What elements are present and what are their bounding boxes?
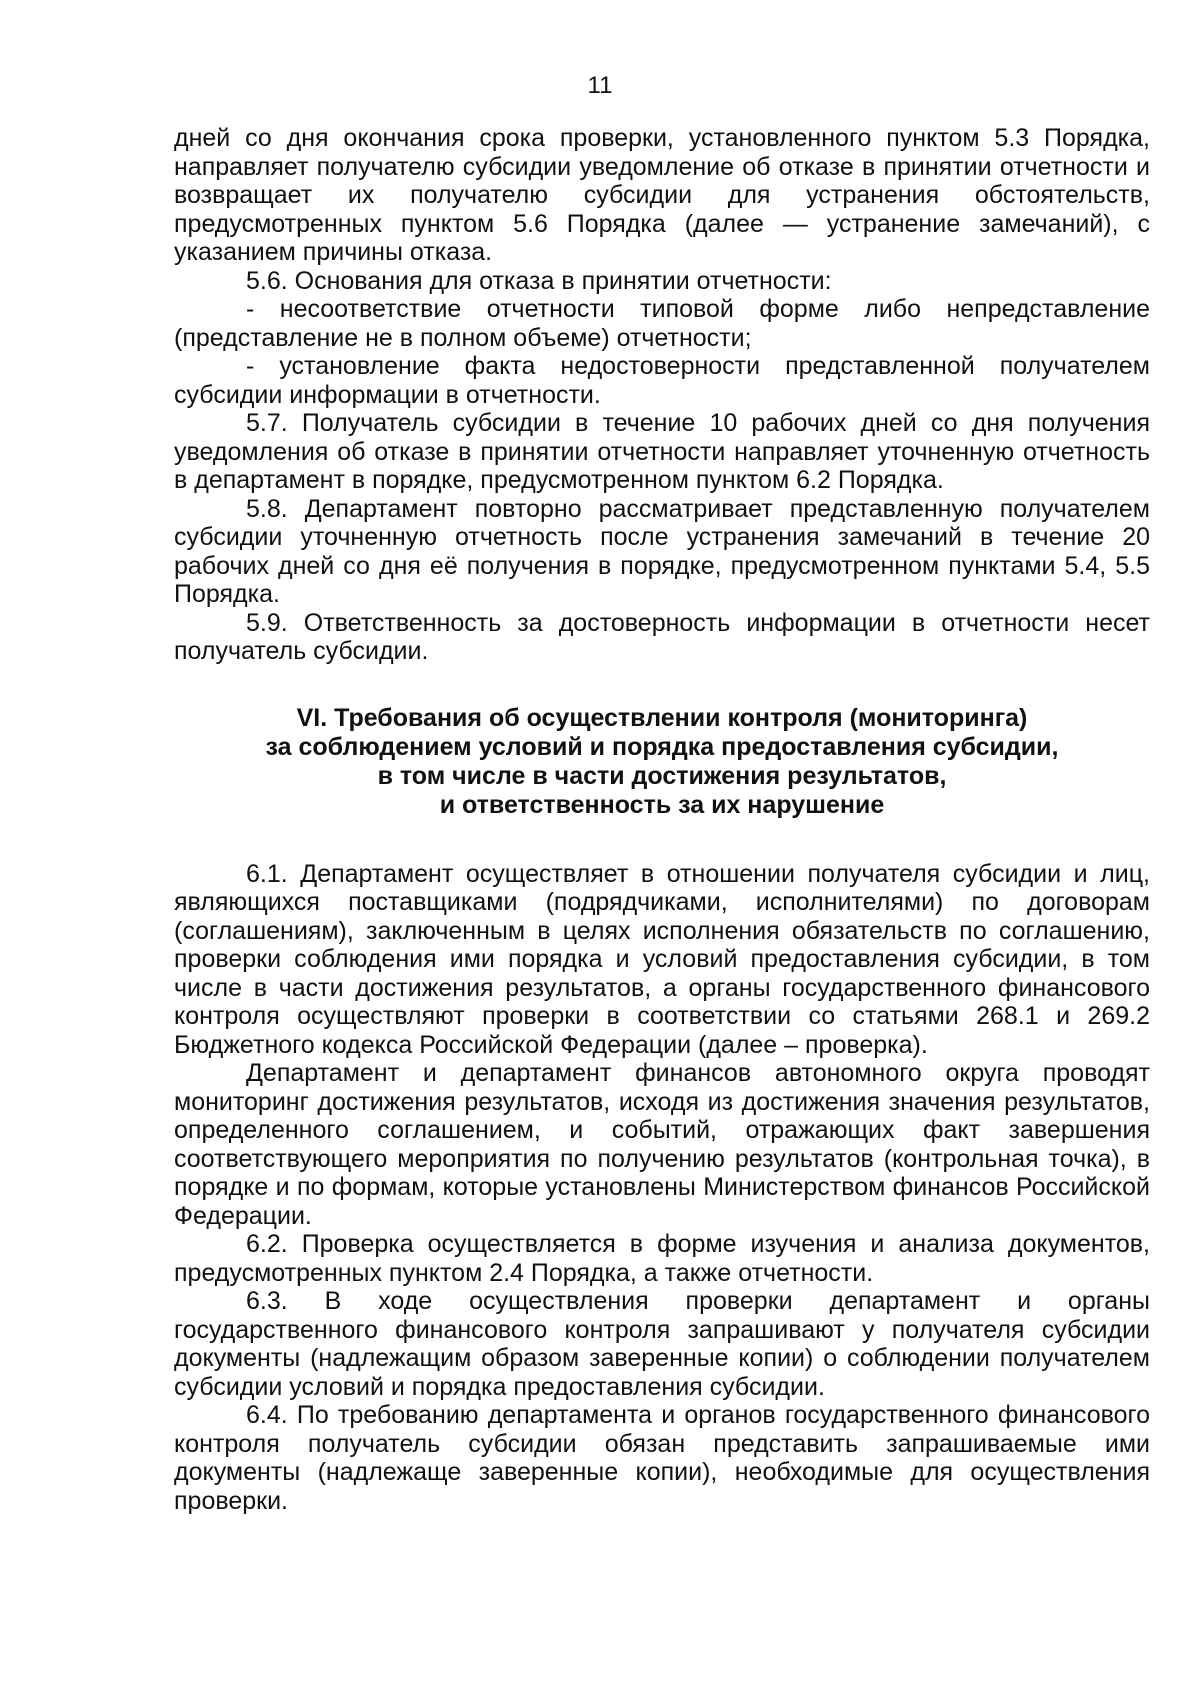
paragraph: 5.9. Ответственность за достоверность информации в отчетности несет получатель субсидии. xyxy=(174,608,1150,665)
paragraph: 5.6. Основания для отказа в принятии отчетности: xyxy=(246,266,832,295)
paragraph: дней со дня окончания срока проверки, установленного пунктом 5.3 Порядка, направляет получателю субсидии уведомление об отказе в принятии отчетности и возвращает их получателю субсидии для устранения обстоятельств, предусмотренных пунктом 5.6 Порядка (далее — устранение замечаний), с указанием причины отказа. xyxy=(174,124,1150,266)
paragraph: 6.3. В ходе осуществления проверки департамент и органы государственного финансового контроля запрашивают у получателя субсидии документы (надлежащим образом заверенные копии) о соблюдении получателем субсидии условий и порядка предоставления субсидии. xyxy=(174,1287,1150,1401)
paragraph: 5.8. Департамент повторно рассматривает представленную получателем субсидии уточненную отчетность после устранения замечаний в течение 20 рабочих дней со дня её получения в порядке, предусмотренном пунктами 5.4, 5.5 Порядка. xyxy=(174,494,1150,608)
paragraphs-after xyxy=(174,860,1150,1516)
document-body xyxy=(174,124,1150,1515)
paragraph: - несоответствие отчетности типовой форме либо непредставление (представление не в полном объеме) отчетности; xyxy=(174,295,1150,352)
section-heading-line: за соблюдением условий и порядка предоставления субсидии, xyxy=(265,732,1059,761)
section-heading-line: в том числе в части достижения результатов, xyxy=(377,761,947,790)
paragraph: 6.2. Проверка осуществляется в форме изучения и анализа документов, предусмотренных пунктом 2.4 Порядка, а также отчетности. xyxy=(174,1230,1150,1287)
page-number: 11 xyxy=(587,72,613,99)
section-heading xyxy=(174,704,1150,820)
paragraphs-before xyxy=(174,124,1150,666)
paragraph: 5.7. Получатель субсидии в течение 10 рабочих дней со дня получения уведомления об отказе в принятии отчетности направляет уточненную отчетность в департамент в порядке, предусмотренном пунктом 6.2 Порядка. xyxy=(174,409,1150,494)
paragraph: - установление факта недостоверности представленной получателем субсидии информации в отчетности. xyxy=(174,352,1150,409)
paragraph: Департамент и департамент финансов автономного округа проводят мониторинг достижения результатов, исходя из достижения значения результатов, определенного соглашением, и событий, отражающих факт завершения соответствующего мероприятия по получению результатов (контрольная точка), в порядке и по формам, которые установлены Министерством финансов Российской Федерации. xyxy=(174,1059,1150,1230)
section-heading-line: VI. Требования об осуществлении контроля (мониторинга) xyxy=(296,703,1028,732)
section-heading-line: и ответственность за их нарушение xyxy=(439,790,885,819)
paragraph: 6.1. Департамент осуществляет в отношении получателя субсидии и лиц, являющихся поставщиками (подрядчиками, исполнителями) по договорам (соглашениям), заключенным в целях исполнения обязательств по соглашению, проверки соблюдения ими порядка и условий предоставления субсидии, в том числе в части достижения результатов, а органы государственного финансового контроля осуществляют проверки в соответствии со статьями 268.1 и 269.2 Бюджетного кодекса Российской Федерации (далее – проверка). xyxy=(174,859,1150,1059)
paragraph: 6.4. По требованию департамента и органов государственного финансового контроля получатель субсидии обязан представить запрашиваемые ими документы (надлежаще заверенные копии), необходимые для осуществления проверки. xyxy=(174,1401,1150,1515)
